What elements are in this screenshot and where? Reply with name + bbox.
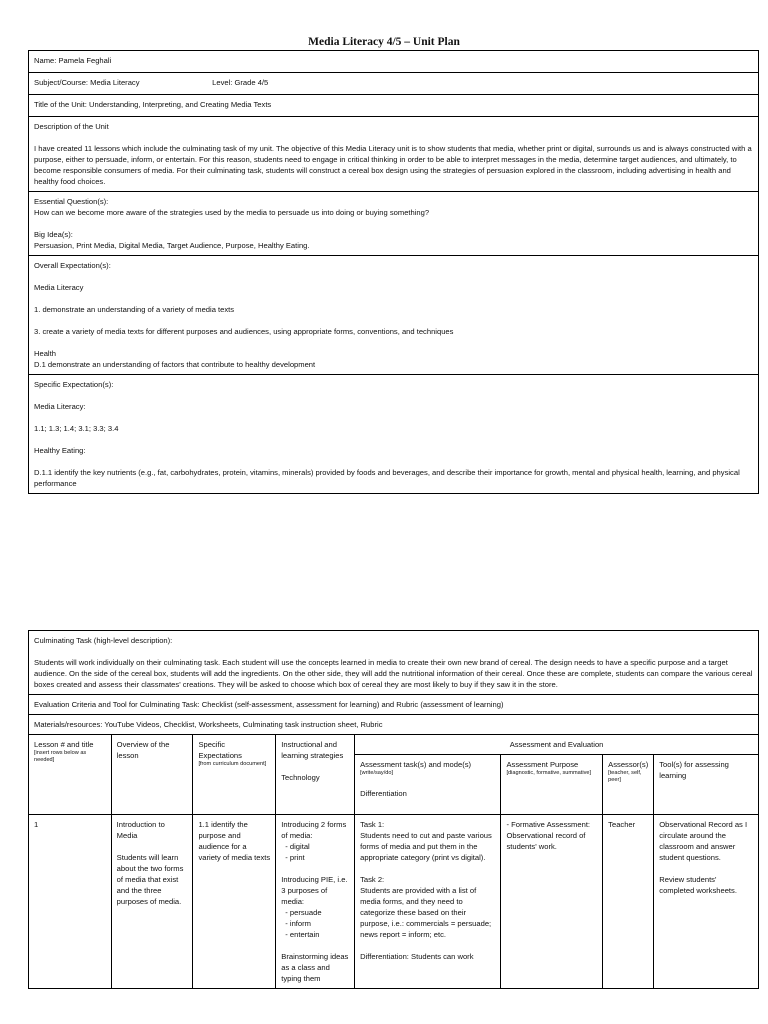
row1-instr-persuade: - persuade <box>285 908 322 917</box>
header-assessor-label: Assessor(s) <box>608 760 649 769</box>
lessons-table <box>28 630 759 989</box>
row1-purpose-text: Observational record of students' work. <box>506 831 586 851</box>
row1-instr-entertain: - entertain <box>285 930 320 939</box>
row1-purpose <box>501 815 603 989</box>
row1-specific: 1.1 identify the purpose and audience for a variety of media texts <box>193 815 276 989</box>
header-lesson <box>29 735 112 815</box>
header-assessment-evaluation: Assessment and Evaluation <box>355 735 759 755</box>
header-tools: Tool(s) for assessing learning <box>654 755 759 815</box>
overall-health: Health <box>34 349 56 358</box>
header-instructional <box>276 735 355 815</box>
row1-instr-digital: - digital <box>285 842 310 851</box>
row1-instr-intro: Introducing 2 forms of media: <box>281 820 347 840</box>
overall-media-literacy: Media Literacy <box>34 283 84 292</box>
row1-overview-title: Introduction to Media <box>116 820 165 840</box>
subject-text: Subject/Course: Media Literacy <box>34 78 140 87</box>
row1-instr-brainstorm: Brainstorming ideas as a class and typing them <box>281 952 349 983</box>
materials-cell: Materials/resources: YouTube Videos, Checklist, Worksheets, Culminating task instruction sheet, Rubric <box>29 715 759 735</box>
specific-media-literacy: Media Literacy: <box>34 402 86 411</box>
description-heading: Description of the Unit <box>34 122 109 131</box>
header-purpose-note: [diagnostic, formative, summative] <box>506 770 592 776</box>
row1-assessor: Teacher <box>603 815 654 989</box>
big-idea-text: Persuasion, Print Media, Digital Media, Target Audience, Purpose, Healthy Eating. <box>34 241 310 250</box>
specific-d11: D.1.1 identify the key nutrients (e.g., fat, carbohydrates, protein, vitamins, minerals) provided by foods and beverages, and describe their importance for growth, mental and physical health, learning, and physical performance <box>34 468 740 488</box>
row1-instr-inform: - inform <box>285 919 311 928</box>
row1-task2-text: Students are provided with a list of media forms, and they need to categorize these based on their purpose, i.e.: commercials = persuade; news report = inform; etc. <box>360 886 492 939</box>
name-cell: Name: Pamela Feghali <box>29 51 759 73</box>
table-row <box>29 815 759 989</box>
culminating-heading: Culminating Task (high-level description): <box>34 636 173 645</box>
big-idea-heading: Big Idea(s): <box>34 230 73 239</box>
header-tasks <box>355 755 501 815</box>
overall-expectation-d1: D.1 demonstrate an understanding of factors that contribute to healthy development <box>34 360 316 369</box>
specific-healthy-eating: Healthy Eating: <box>34 446 86 455</box>
unit-plan-table <box>28 50 759 494</box>
header-differentiation: Differentiation <box>360 789 407 798</box>
row1-task2-heading: Task 2: <box>360 875 385 884</box>
header-assessor-note: [teacher, self, peer] <box>608 770 642 783</box>
culminating-text: Students will work individually on their culminating task. Each student will use the concepts learned in media to create their own new brand of cereal. The design needs to have a specific purpose and a target audience. On the side of the cereal box, students will add the ingredients. On the other side, they will add the nutritional information of their cereal. Once these are complete, students can compare the various cereal boxes created and assess their classmates' creations. They will be asked to choose which box of cereal they are most likely to buy if they saw it in the store. <box>34 658 753 689</box>
header-instructional-label: Instructional and learning strategies <box>281 740 344 760</box>
header-purpose <box>501 755 603 815</box>
description-text: I have created 11 lessons which include the culminating task of my unit. The objective of this Media Literacy unit is to show students that media, whether print or digital, surrounds us and is always constructed with a purpose, either to persuade, inform, or entertain. For this reason, students need to engage in critical thinking in order to be able to interpret messages in the media, determine target audiences, and ultimately, to become responsible consumers of media. For their culminating task, students will construct a cereal box design using the strategies of persuasion explored in the classroom, including advertising in health and healthy food choices. <box>34 144 752 186</box>
header-purpose-label: Assessment Purpose <box>506 760 579 769</box>
row1-instr-print: - print <box>285 853 305 862</box>
overall-expectations-cell <box>29 256 759 375</box>
row1-tasks <box>355 815 501 989</box>
header-tasks-label: Assessment task(s) and mode(s) <box>360 760 472 769</box>
overall-expectation-1: 1. demonstrate an understanding of a variety of media texts <box>34 305 235 314</box>
row1-tools <box>654 815 759 989</box>
description-cell <box>29 117 759 192</box>
row1-purpose-type: - Formative Assessment: <box>506 820 591 829</box>
essential-question-text: How can we become more aware of the strategies used by the media to persuade us into doing or buying something? <box>34 208 430 217</box>
header-overview: Overview of the lesson <box>111 735 193 815</box>
row1-task1-heading: Task 1: <box>360 820 385 829</box>
header-assessor <box>603 755 654 815</box>
row1-tools-1: Observational Record as I circulate around the classroom and answer student questions. <box>659 820 748 862</box>
header-lesson-note: [insert rows below as needed] <box>34 750 87 763</box>
header-specific-note: [from curriculum document] <box>198 761 267 767</box>
overall-expectations-heading: Overall Expectation(s): <box>34 261 111 270</box>
essential-question-heading: Essential Question(s): <box>34 197 109 206</box>
row1-tools-2: Review students' completed worksheets. <box>659 875 737 895</box>
level-text: Level: Grade 4/5 <box>212 78 269 87</box>
specific-expectations-cell <box>29 375 759 494</box>
questions-cell <box>29 192 759 256</box>
evaluation-criteria-cell: Evaluation Criteria and Tool for Culminating Task: Checklist (self-assessment, assessment for learning) and Rubric (assessment of learning) <box>29 695 759 715</box>
document-title: Media Literacy 4/5 – Unit Plan <box>308 36 460 48</box>
header-tasks-note: [write/say/do] <box>360 770 394 776</box>
subject-cell <box>29 73 759 95</box>
header-technology: Technology <box>281 773 320 782</box>
row1-overview <box>111 815 193 989</box>
header-specific <box>193 735 276 815</box>
header-specific-label: Specific Expectations <box>198 740 242 760</box>
culminating-task-cell <box>29 631 759 695</box>
header-lesson-label: Lesson # and title <box>34 740 94 749</box>
unit-title-cell: Title of the Unit: Understanding, Interpreting, and Creating Media Texts <box>29 95 759 117</box>
row1-task1-text: Students need to cut and paste various forms of media and put them in the appropriate category (print vs digital). <box>360 831 492 862</box>
row1-overview-text: Students will learn about the two forms of media that exist and the three purposes of media. <box>116 853 184 906</box>
row1-instr-pie: Introducing PIE, i.e. 3 purposes of media: <box>281 875 348 906</box>
specific-list: 1.1; 1.3; 1.4; 3.1; 3.3; 3.4 <box>34 424 119 433</box>
specific-expectations-heading: Specific Expectation(s): <box>34 380 114 389</box>
overall-expectation-3: 3. create a variety of media texts for different purposes and audiences, using appropriate forms, conventions, and techniques <box>34 327 454 336</box>
row1-differentiation: Differentiation: Students can work <box>360 952 474 961</box>
row1-number: 1 <box>29 815 112 989</box>
row1-instructional <box>276 815 355 989</box>
